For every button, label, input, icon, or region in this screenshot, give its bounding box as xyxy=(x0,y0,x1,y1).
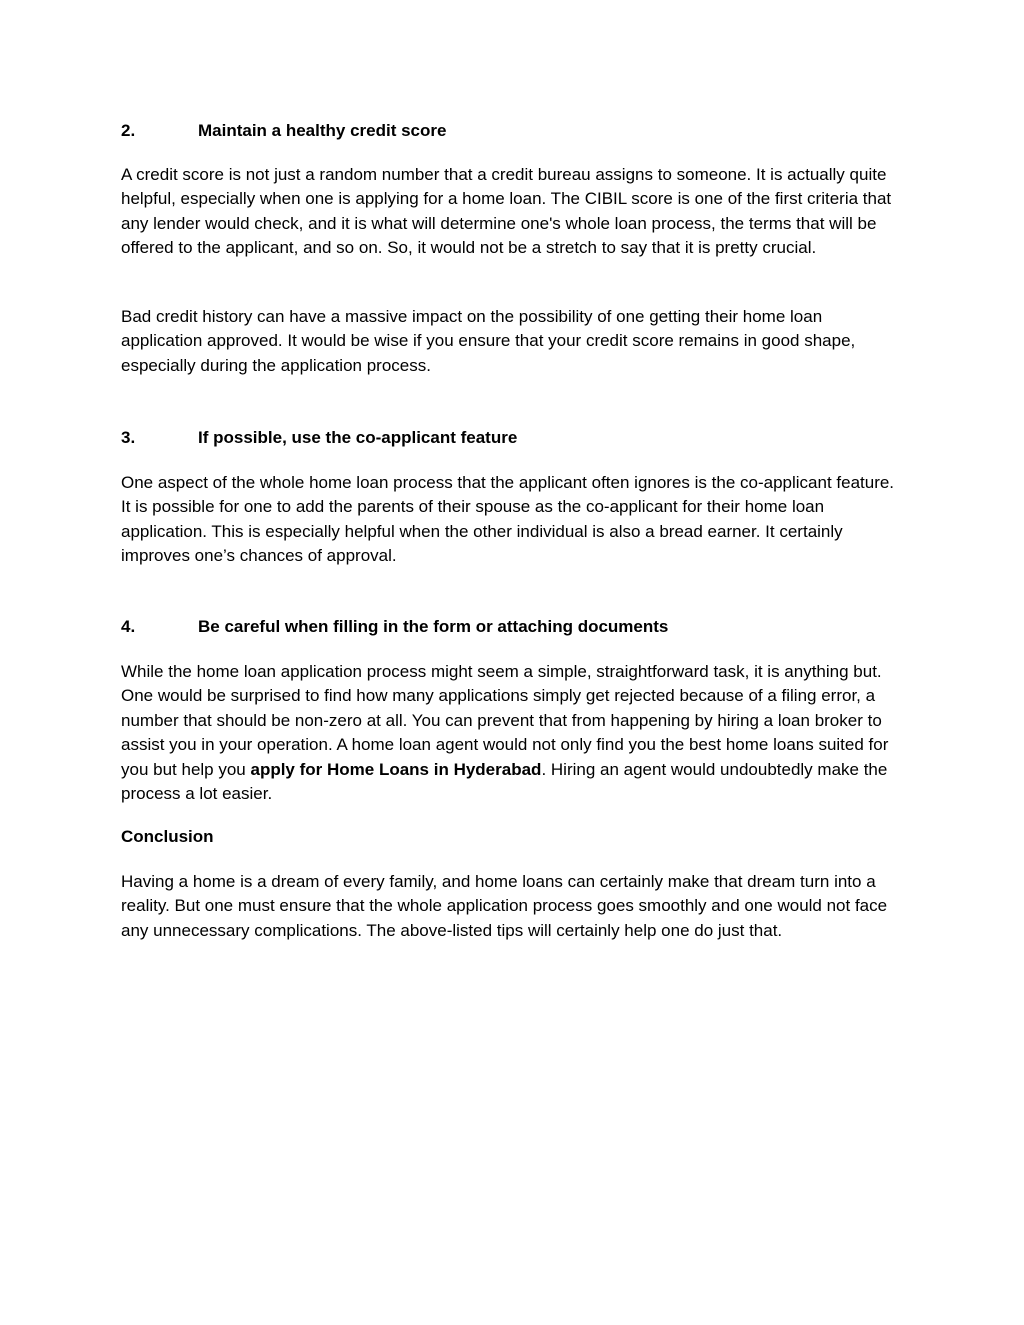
section-3-paragraph: One aspect of the whole home loan process that the applicant often ignores is the co-applicant feature. It is possible for one to add the parents of their spouse as the co-applicant for their home loan application. This is especially helpful when the other individual is also a bread earner. It certainly improves one’s chances of approval. xyxy=(121,473,895,566)
section-2-paragraph-1: A credit score is not just a random number that a credit bureau assigns to someone. It is actually quite helpful, especially when one is applying for a home loan. The CIBIL score is one of the first criteria that any lender would check, and it is what will determine one's whole loan process, the terms that will be offered to the applicant, and so on. So, it would not be a stretch to say that it is pretty crucial. xyxy=(121,165,892,258)
section-4-paragraph xyxy=(121,660,896,806)
section-number: 3. xyxy=(121,428,136,447)
section-title: If possible, use the co-applicant feature xyxy=(198,428,518,447)
section-title: Be careful when filling in the form or attaching documents xyxy=(198,617,669,636)
section-4-heading xyxy=(121,617,668,637)
section-number: 2. xyxy=(121,121,136,140)
section-2-heading xyxy=(121,121,446,141)
section-number: 4. xyxy=(121,617,136,636)
conclusion-paragraph: Having a home is a dream of every family, and home loans can certainly make that dream turn into a reality. But one must ensure that the whole application process goes smoothly and one would not face any unnecessary complications. The above-listed tips will certainly help one do just that. xyxy=(121,872,888,940)
keyword-link-text: apply for Home Loans in Hyderabad xyxy=(250,759,542,779)
section-3-heading xyxy=(121,428,517,448)
section-2-paragraph-2: Bad credit history can have a massive impact on the possibility of one getting their home loan application approved. It would be wise if you ensure that your credit score remains in good shape, especially during the application process. xyxy=(121,307,856,375)
paragraph-text: . Hiring an agent would undoubtedly make the process a lot easier. xyxy=(121,759,888,804)
section-title: Maintain a healthy credit score xyxy=(198,121,447,140)
paragraph-text: While the home loan application process might seem a simple, straightforward task, it is anything but. One would be surprised to find how many applications simply get rejected because of a filing error, a number that should be non-zero at all. You can prevent that from happening by hiring a loan broker to assist you in your operation. A home loan agent would not only find you the best home loans suited for you but help you xyxy=(121,662,889,779)
conclusion-heading: Conclusion xyxy=(121,827,214,846)
